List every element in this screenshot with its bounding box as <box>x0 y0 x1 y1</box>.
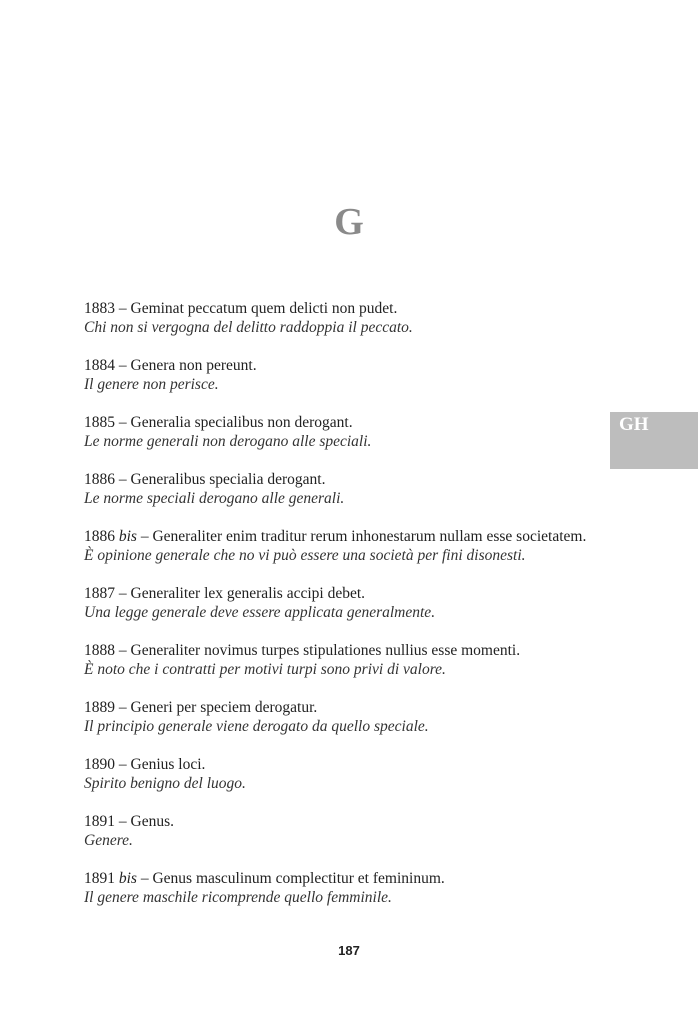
maxim-latin: 1886 – Generalibus specialia derogant. <box>84 471 326 488</box>
maxim-latin-text: Generaliter novimus turpes stipulationes nullius esse momenti. <box>130 642 521 659</box>
maxim-bis: bis <box>118 528 137 545</box>
maxim-latin: 1886 bis – Generaliter enim traditur rerum inhonestarum nullam esse societatem. <box>84 528 587 545</box>
maxim-bis: bis <box>118 870 137 887</box>
maxim-number: 1891 <box>84 870 115 887</box>
maxim-latin: 1887 – Generaliter lex generalis accipi debet. <box>84 585 366 602</box>
maxim-translation: Chi non si vergogna del delitto raddoppia il peccato. <box>84 319 413 336</box>
maxim-entry <box>84 641 596 679</box>
maxim-translation: Il genere non perisce. <box>84 376 219 393</box>
maxim-translation: Le norme generali non derogano alle speciali. <box>84 433 372 450</box>
maxim-latin-text: Generaliter lex generalis accipi debet. <box>130 585 366 602</box>
maxim-latin-text: Genus. <box>130 813 174 830</box>
page-number: 187 <box>338 943 360 958</box>
maxim-latin-text: Genus masculinum complectitur et femininum. <box>152 870 445 887</box>
maxim-latin: 1883 – Geminat peccatum quem delicti non pudet. <box>84 300 398 317</box>
maxim-number: 1886 <box>84 471 115 488</box>
maxim-latin-text: Genius loci. <box>130 756 206 773</box>
maxim-number: 1885 <box>84 414 115 431</box>
maxim-translation: Spirito benigno del luogo. <box>84 775 246 792</box>
maxim-number: 1889 <box>84 699 115 716</box>
maxim-entry <box>84 812 596 850</box>
maxim-translation: È noto che i contratti per motivi turpi sono privi di valore. <box>84 661 446 678</box>
maxim-entry <box>84 299 596 337</box>
maxim-latin: 1891 – Genus. <box>84 813 174 830</box>
maxim-list <box>84 299 596 926</box>
maxim-number: 1887 <box>84 585 115 602</box>
maxim-translation: Il genere maschile ricomprende quello femminile. <box>84 889 392 906</box>
maxim-translation: Il principio generale viene derogato da quello speciale. <box>84 718 429 735</box>
maxim-number: 1888 <box>84 642 115 659</box>
section-letter-heading: G <box>334 201 364 243</box>
maxim-latin-text: Genera non pereunt. <box>130 357 257 374</box>
maxim-latin-text: Generalia specialibus non derogant. <box>130 414 353 431</box>
maxim-latin-text: Generi per speciem derogatur. <box>130 699 318 716</box>
maxim-translation: Le norme speciali derogano alle generali. <box>84 490 345 507</box>
maxim-latin-text: Generalibus specialia derogant. <box>130 471 326 488</box>
maxim-entry <box>84 356 596 394</box>
maxim-translation: È opinione generale che no vi può essere una società per fini disonesti. <box>84 547 526 564</box>
maxim-entry <box>84 470 596 508</box>
maxim-latin: 1885 – Generalia specialibus non derogant. <box>84 414 353 431</box>
maxim-latin: 1890 – Genius loci. <box>84 756 206 773</box>
maxim-entry <box>84 869 596 907</box>
maxim-entry <box>84 413 596 451</box>
maxim-number: 1886 <box>84 528 115 545</box>
maxim-latin: 1888 – Generaliter novimus turpes stipulationes nullius esse momenti. <box>84 642 521 659</box>
maxim-number: 1891 <box>84 813 115 830</box>
thumb-index-tab <box>610 412 698 469</box>
maxim-latin-text: Geminat peccatum quem delicti non pudet. <box>130 300 398 317</box>
maxim-latin-text: Generaliter enim traditur rerum inhonestarum nullam esse societatem. <box>152 528 587 545</box>
maxim-number: 1883 <box>84 300 115 317</box>
maxim-latin: 1884 – Genera non pereunt. <box>84 357 257 374</box>
maxim-translation: Genere. <box>84 832 133 849</box>
thumb-index-label: GH <box>619 414 649 435</box>
maxim-entry <box>84 584 596 622</box>
maxim-translation: Una legge generale deve essere applicata generalmente. <box>84 604 436 621</box>
maxim-latin: 1891 bis – Genus masculinum complectitur et femininum. <box>84 870 445 887</box>
maxim-latin: 1889 – Generi per speciem derogatur. <box>84 699 318 716</box>
maxim-number: 1890 <box>84 756 115 773</box>
maxim-entry <box>84 698 596 736</box>
maxim-entry <box>84 755 596 793</box>
maxim-number: 1884 <box>84 357 115 374</box>
maxim-entry <box>84 527 596 565</box>
